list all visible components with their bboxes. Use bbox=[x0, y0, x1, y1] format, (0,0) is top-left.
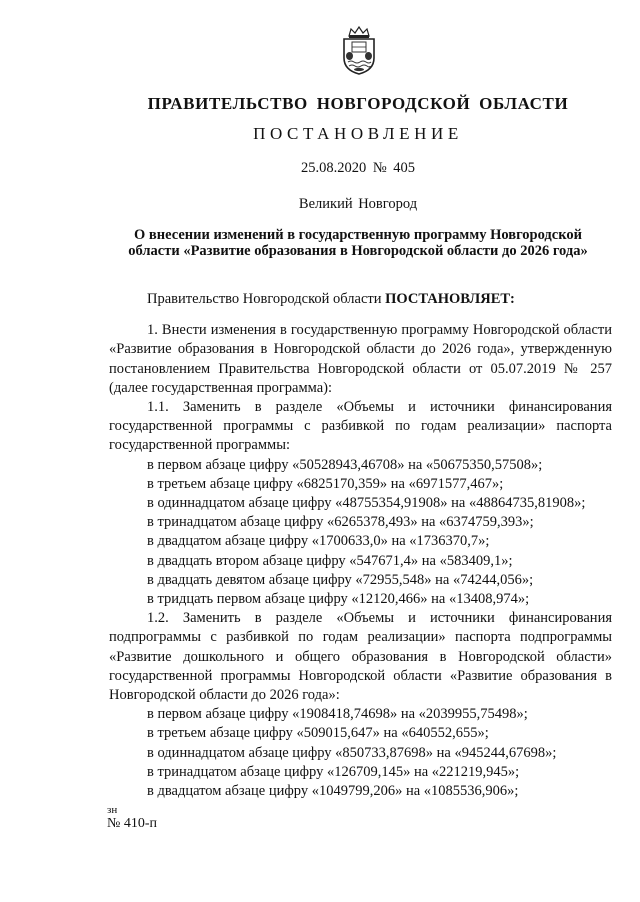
coat-of-arms-icon bbox=[337, 26, 381, 76]
list-item: в третьем абзаце цифру «6825170,359» на «6971577,467»; bbox=[147, 475, 504, 492]
list-item: в одиннадцатом абзаце цифру «850733,87698» на «945244,67698»; bbox=[147, 744, 557, 761]
document-body bbox=[109, 290, 612, 801]
decree-verb: ПОСТАНОВЛЯЕТ: bbox=[385, 291, 515, 307]
decree-line bbox=[109, 290, 612, 309]
date-and-number: 25.08.2020 № 405 bbox=[300, 160, 416, 176]
list-item: в двадцать втором абзаце цифру «547671,4» на «583409,1»; bbox=[147, 552, 513, 569]
document-reference-number: № 410-п bbox=[107, 816, 158, 831]
list-item: в одиннадцатом абзаце цифру «48755354,91908» на «48864735,81908»; bbox=[147, 495, 586, 512]
list-item: в третьем абзаце цифру «509015,647» на «640552,655»; bbox=[147, 725, 489, 742]
author-initials: зн bbox=[107, 804, 118, 816]
paragraph-1: 1. Внести изменения в государственную программу Новгородской области «Развитие образования в Новгородской области до 2026 года», утвержденную постановлением Правительства Новгородской области от 05.07.2019 № 257 (далее государственная программа): bbox=[109, 322, 612, 396]
list-item: в двадцатом абзаце цифру «1700633,0» на «1736370,7»; bbox=[147, 533, 490, 550]
paragraph-1-2: 1.2. Заменить в разделе «Объемы и источники финансирования подпрограммы с разбивкой по годам реализации» паспорта подпрограммы «Развитие дошкольного и общего образования в Новгородской области» государственной программы Новгородской области «Развитие образования в Новгородской области до 2026 года»: bbox=[109, 610, 612, 704]
decree-lead: Правительство Новгородской области bbox=[147, 291, 386, 307]
paragraph-1-1: 1.1. Заменить в разделе «Объемы и источники финансирования государственной программы с разбивкой по годам реализации» паспорта государственной программы: bbox=[109, 399, 612, 454]
list-item: в тринадцатом абзаце цифру «6265378,493» на «6374759,393»; bbox=[147, 514, 534, 531]
list-item: в тридцать первом абзаце цифру «12120,466» на «13408,974»; bbox=[147, 591, 530, 608]
government-name: ПРАВИТЕЛЬСТВО НОВГОРОДСКОЙ ОБЛАСТИ bbox=[147, 94, 569, 113]
footer bbox=[107, 805, 157, 832]
list-item: в первом абзаце цифру «1908418,74698» на «2039955,75498»; bbox=[147, 706, 528, 723]
list-item: в тринадцатом абзаце цифру «126709,145» на «221219,945»; bbox=[147, 763, 520, 780]
list-item: в двадцатом абзаце цифру «1049799,206» на «1085536,906»; bbox=[147, 783, 519, 800]
document-type: ПОСТАНОВЛЕНИЕ bbox=[253, 124, 463, 143]
list-item: в двадцать девятом абзаце цифру «72955,548» на «74244,056»; bbox=[147, 571, 534, 588]
document-subject: О внесении изменений в государственную программу Новгородской области «Развитие образования в Новгородской области до 2026 года» bbox=[128, 227, 588, 259]
list-item: в первом абзаце цифру «50528943,46708» на «50675350,57508»; bbox=[147, 456, 543, 473]
city-name: Великий Новгород bbox=[298, 196, 418, 212]
